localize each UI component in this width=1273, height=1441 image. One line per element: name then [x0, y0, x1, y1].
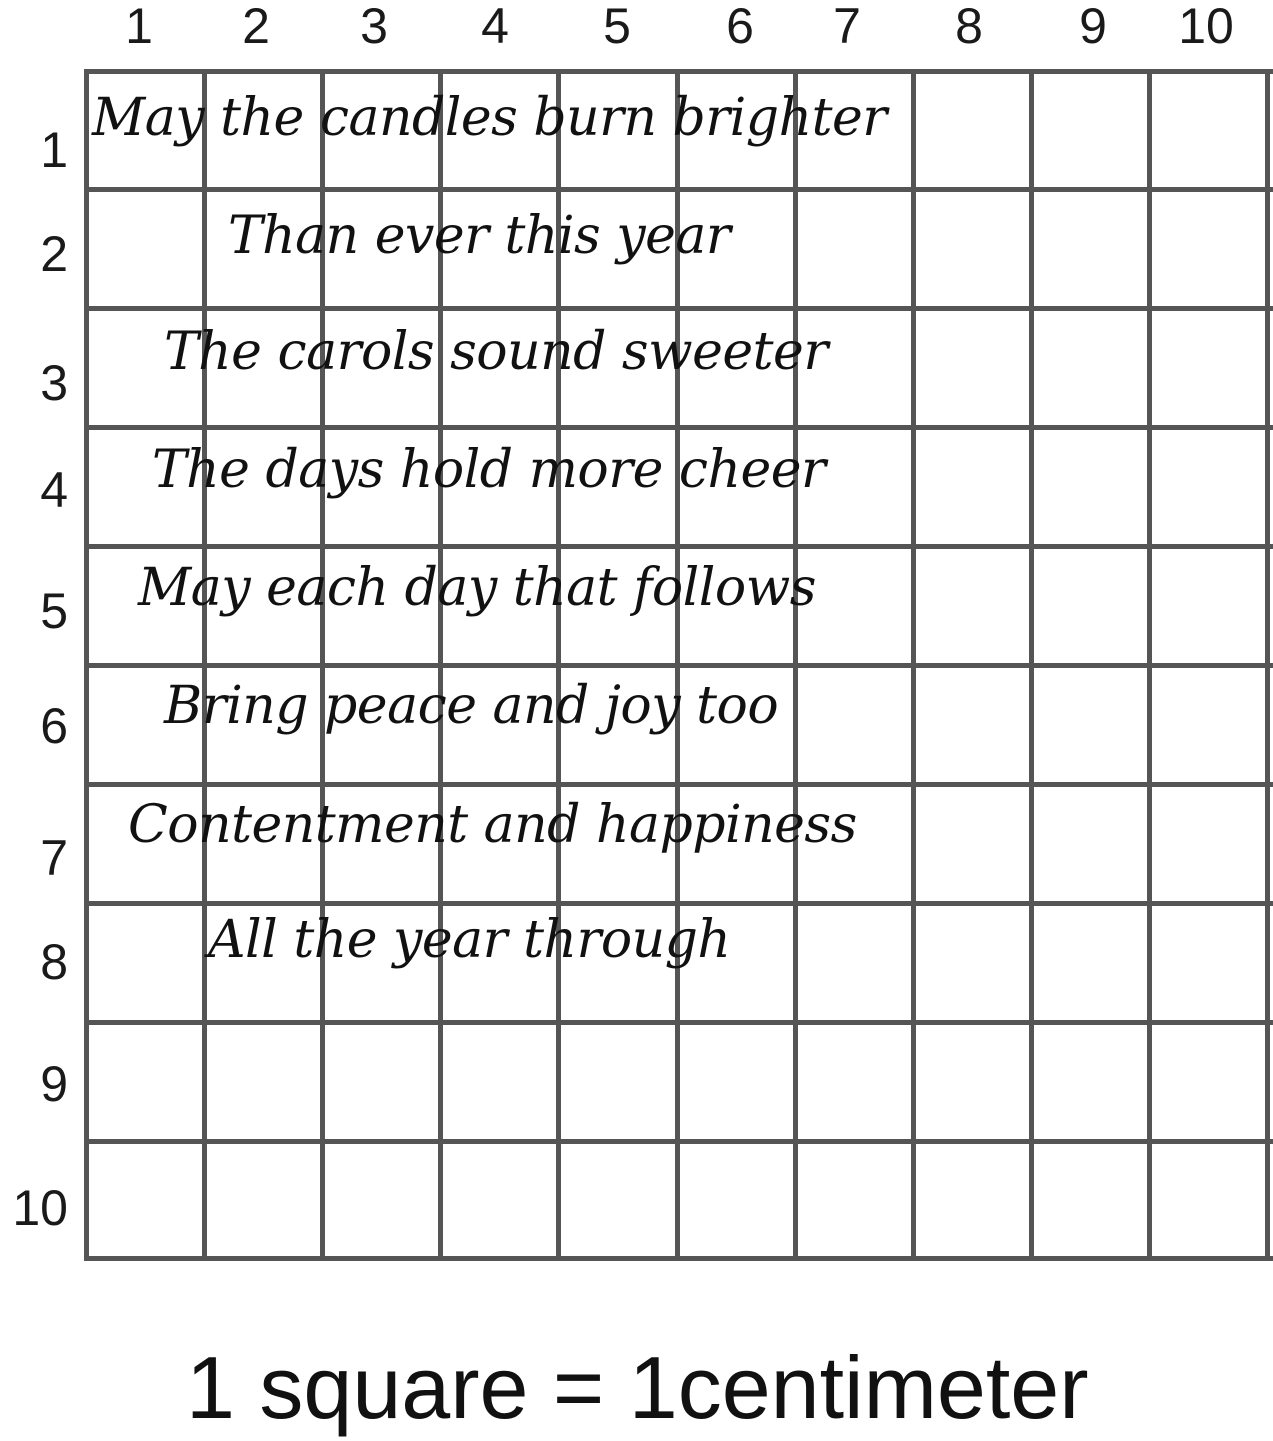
row-label-3: 3 — [40, 355, 68, 411]
row-label-1: 1 — [40, 122, 68, 178]
verse-line-4: The days hold more cheer — [152, 440, 826, 500]
grid-line-horizontal — [84, 69, 1273, 74]
column-label-6: 6 — [726, 0, 754, 54]
row-label-6: 6 — [40, 698, 68, 754]
column-label-1: 1 — [125, 0, 153, 54]
grid-line-horizontal — [84, 306, 1273, 311]
grid-line-horizontal — [84, 1256, 1273, 1261]
grid-line-horizontal — [84, 663, 1273, 668]
column-label-7: 7 — [833, 0, 861, 54]
row-label-2: 2 — [40, 226, 68, 282]
verse-line-8: All the year through — [208, 910, 731, 970]
grid-line-horizontal — [84, 1020, 1273, 1025]
verse-line-5: May each day that follows — [138, 558, 816, 618]
verse-line-3: The carols sound sweeter — [164, 322, 828, 382]
column-label-10: 10 — [1178, 0, 1234, 54]
column-label-3: 3 — [360, 0, 388, 54]
verse-line-6: Bring peace and joy too — [164, 676, 779, 736]
verse-line-7: Contentment and happiness — [128, 795, 857, 855]
grid-line-horizontal — [84, 1139, 1273, 1144]
column-label-4: 4 — [481, 0, 509, 54]
row-label-7: 7 — [40, 830, 68, 886]
column-label-8: 8 — [955, 0, 983, 54]
scale-caption: 1 square = 1centimeter — [186, 1338, 1089, 1437]
row-label-9: 9 — [40, 1056, 68, 1112]
grid-line-horizontal — [84, 782, 1273, 787]
row-label-4: 4 — [40, 462, 68, 518]
grid-line-horizontal — [84, 901, 1273, 906]
grid-line-horizontal — [84, 187, 1273, 192]
row-label-10: 10 — [12, 1180, 68, 1236]
column-label-9: 9 — [1079, 0, 1107, 54]
column-label-5: 5 — [603, 0, 631, 54]
grid-line-horizontal — [84, 425, 1273, 430]
verse-line-2: Than ever this year — [228, 206, 731, 266]
column-label-2: 2 — [242, 0, 270, 54]
grid-line-horizontal — [84, 544, 1273, 549]
row-label-5: 5 — [40, 583, 68, 639]
verse-line-1: May the candles burn brighter — [92, 88, 887, 148]
row-label-8: 8 — [40, 934, 68, 990]
